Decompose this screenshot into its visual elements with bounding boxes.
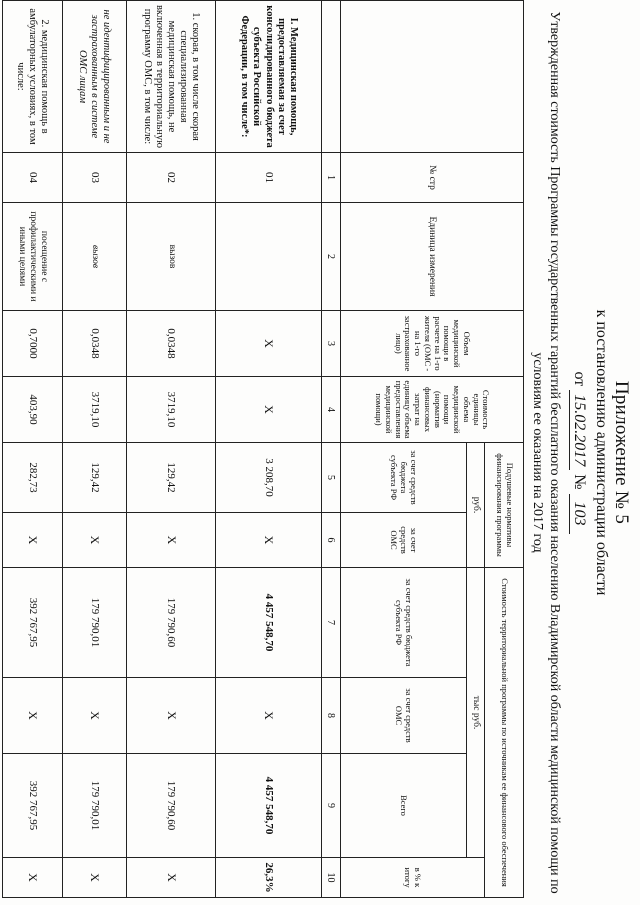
index-cell: 6 — [321, 513, 340, 568]
row-total: 179 790,60 — [126, 754, 215, 858]
header-per-capita-group: Подушевые нормативы финансирования программы — [485, 443, 524, 568]
index-cell: 8 — [321, 678, 340, 754]
row-per-capita-oms: X — [3, 513, 63, 568]
row-percent: X — [62, 858, 126, 898]
row-unit: вызов — [126, 203, 215, 311]
index-cell: 3 — [321, 311, 340, 377]
header-oms-cost: за счет средств ОМС — [340, 678, 466, 754]
header-rub: руб. — [466, 443, 484, 568]
row-number: 02 — [126, 153, 215, 203]
table-row — [216, 1, 321, 898]
decree-date-line — [569, 0, 588, 905]
table-row — [3, 1, 63, 898]
row-per-capita-budget: 129,42 — [126, 443, 215, 513]
index-cell: 7 — [321, 568, 340, 678]
table-row — [126, 1, 215, 898]
row-percent: X — [3, 858, 63, 898]
table-caption-line1: Утвержденная стоимость Программы государственных гарантий бесплатного оказания населению Владимирской области медицинской помощи по — [547, 11, 562, 894]
row-cost-oms: X — [216, 678, 321, 754]
row-cost-budget: 179 790,60 — [126, 568, 215, 678]
row-number: 01 — [216, 153, 321, 203]
header-budget-rf: за счет средств бюджета субъекта РФ — [340, 443, 466, 513]
row-cost-unit: 3719,10 — [62, 377, 126, 443]
row-per-capita-oms: X — [126, 513, 215, 568]
row-cost-oms: X — [3, 678, 63, 754]
header-unit: Единица измерения — [340, 203, 523, 311]
row-unit: посещение с профилактическими и иными целями — [3, 203, 63, 311]
row-per-capita-budget: 282,73 — [3, 443, 63, 513]
row-name: I. Медицинская помощь, предоставляемая за счет консолидированного бюджета субъекта Российской Федерации, в том числе*: — [216, 1, 321, 153]
index-cell: 2 — [321, 203, 340, 311]
row-unit — [216, 203, 321, 311]
header-row-no: № стр — [340, 153, 523, 203]
decree-number: 103 — [569, 494, 588, 534]
index-cell: 9 — [321, 754, 340, 858]
index-cell: 4 — [321, 377, 340, 443]
header-name-cell — [340, 1, 523, 153]
row-number: 03 — [62, 153, 126, 203]
row-per-capita-oms: X — [62, 513, 126, 568]
header-volume: Объем медицинской помощи в расчете на 1-го жителя (ОМС - на 1-го застрахованное лицо) — [340, 311, 523, 377]
row-total: 4 457 548,70 — [216, 754, 321, 858]
row-per-capita-budget: 3 208,70 — [216, 443, 321, 513]
index-cell: 5 — [321, 443, 340, 513]
header-percent: в % к итогу — [340, 858, 484, 898]
number-prefix: № — [571, 474, 588, 490]
header-program-cost-group: Стоимость территориальной программы по источникам ее финансового обеспечения — [485, 568, 524, 898]
table-row — [62, 1, 126, 898]
date-prefix: от — [571, 371, 588, 387]
row-name: не идентифицированным и не застрахованным в системе ОМС лицам — [62, 1, 126, 153]
row-cost-oms: X — [126, 678, 215, 754]
header-thousand-rub: тыс руб. — [466, 568, 484, 858]
row-volume: 0,0348 — [62, 311, 126, 377]
row-name: 2. медицинская помощь в амбулаторных условиях, в том числе: — [3, 1, 63, 153]
row-total: 179 790,01 — [62, 754, 126, 858]
table-caption-line2: условиям ее оказания на 2017 год — [530, 352, 545, 553]
row-per-capita-oms: X — [216, 513, 321, 568]
row-percent: 26,3% — [216, 858, 321, 898]
row-per-capita-budget: 129,42 — [62, 443, 126, 513]
row-number: 04 — [3, 153, 63, 203]
index-cell: 1 — [321, 153, 340, 203]
row-percent: X — [126, 858, 215, 898]
header-budget-rf-cost: за счет средств бюджета субъекта РФ — [340, 568, 466, 678]
row-cost-unit: 3719,10 — [126, 377, 215, 443]
header-cost-unit: Стоимость единицы объема медицинской помощи (норматив финансовых затрат на единицу объема предоставления медицинской помощи) — [340, 377, 523, 443]
row-volume: X — [216, 311, 321, 377]
header-row-1 — [485, 1, 524, 898]
row-name: 1. скорая, в том числе скорая специализированная медицинская помощь, не включенная в территориальную программу ОМС, в том числе: — [126, 1, 215, 153]
index-row — [321, 1, 340, 898]
row-cost-unit: X — [216, 377, 321, 443]
header-oms: за счет средств ОМС — [340, 513, 466, 568]
appendix-subtitle: к постановлению администрации области — [593, 309, 610, 596]
program-cost-table — [2, 0, 524, 898]
index-cell: 10 — [321, 858, 340, 898]
index-cell-blank — [321, 1, 340, 153]
row-cost-oms: X — [62, 678, 126, 754]
row-volume: 0,0348 — [126, 311, 215, 377]
row-volume: 0,7000 — [3, 311, 63, 377]
row-cost-unit: 403,90 — [3, 377, 63, 443]
row-unit: вызов — [62, 203, 126, 311]
row-cost-budget: 4 457 548,70 — [216, 568, 321, 678]
row-cost-budget: 392 767,95 — [3, 568, 63, 678]
decree-date: 15.02.2017 — [569, 390, 588, 470]
appendix-title: Приложение № 5 — [611, 380, 632, 525]
header-total: Всего — [340, 754, 466, 858]
row-cost-budget: 179 790,01 — [62, 568, 126, 678]
row-total: 392 767,95 — [3, 754, 63, 858]
